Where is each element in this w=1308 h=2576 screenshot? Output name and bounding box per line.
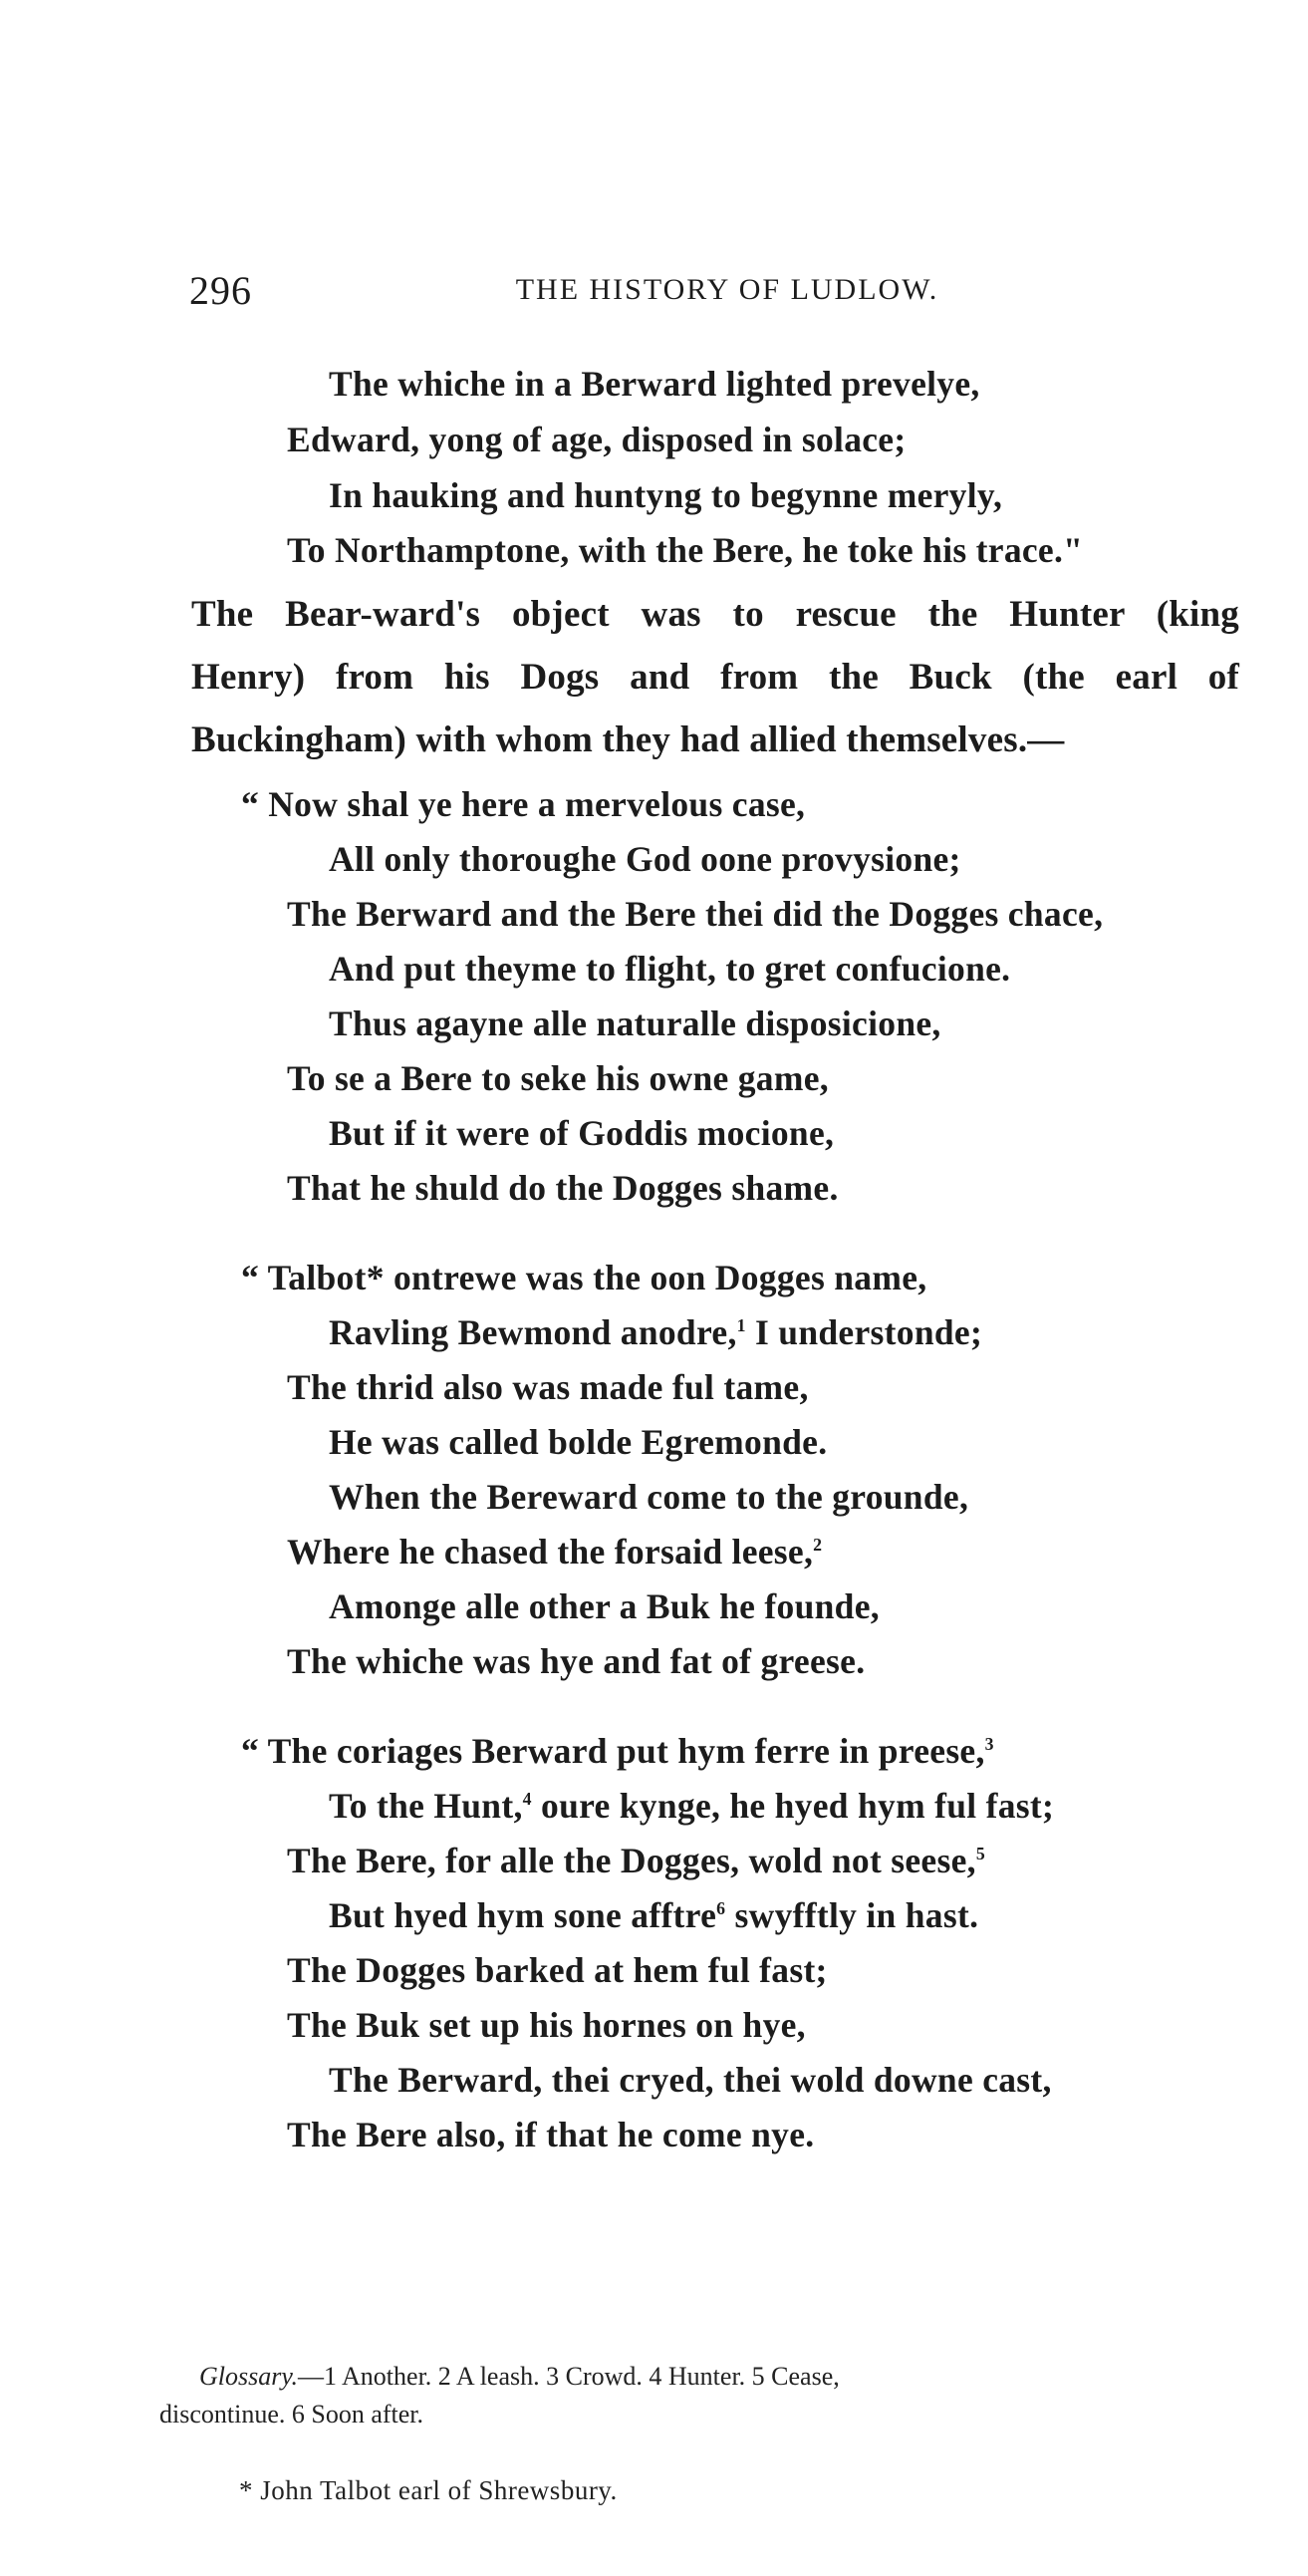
verse-line: The Berward, thei cryed, thei wold downe cast, — [329, 2060, 1052, 2100]
note-marker: 3 — [984, 1734, 994, 1755]
verse-line: “ The coriages Berward put hym ferre in preese,$^3$ — [241, 1731, 994, 1771]
running-title: THE HISTORY OF LUDLOW. — [515, 273, 939, 306]
verse-line: He was called bolde Egremonde. — [329, 1422, 828, 1462]
glossary — [159, 2358, 1235, 2433]
verse-line: But hyed hym sone afftre$^6$ swyfftly in hast. — [329, 1895, 979, 1935]
prose-paragraph — [191, 583, 1239, 771]
verse-line: The Dogges barked at hem ful fast; — [287, 1950, 828, 1990]
verse-line: The Berward and the Bere thei did the Dogges chace, — [287, 894, 1104, 934]
verse-line: Amonge alle other a Buk he founde, — [329, 1586, 880, 1626]
verse-line: All only thoroughe God oone provysione; — [329, 839, 961, 879]
verse-line: “ Now shal ye here a mervelous case, — [241, 784, 806, 824]
glossary-label: Glossary. — [199, 2362, 298, 2391]
prose-line: Henry) from his Dogs and from the Buck (the earl of — [191, 657, 1239, 698]
verse-line: Edward, yong of age, disposed in solace; — [287, 420, 907, 459]
note-marker: 1 — [736, 1315, 746, 1336]
note-marker: 5 — [975, 1844, 986, 1864]
verse-line: To se a Bere to seke his owne game, — [287, 1058, 829, 1098]
note-marker: 6 — [716, 1898, 726, 1919]
verse-line: The Bere, for alle the Dogges, wold not seese,$^5$ — [287, 1841, 986, 1880]
verse-line: When the Bereward come to the grounde, — [329, 1477, 969, 1517]
glossary-line: Glossary.—1 Another. 2 A leash. 3 Crowd. 4 Hunter. 5 Cease, — [199, 2362, 840, 2391]
page-number: 296 — [189, 268, 252, 313]
verse-line: The whiche in a Berward lighted prevelye, — [329, 364, 980, 404]
prose-line: Buckingham) with whom they had allied themselves.— — [191, 719, 1065, 760]
verse-line: The Buk set up his hornes on hye, — [287, 2005, 806, 2045]
verse-line: That he shuld do the Dogges shame. — [287, 1168, 839, 1208]
verse-line: The thrid also was made ful tame, — [287, 1367, 809, 1407]
verse-line: In hauking and huntyng to begynne meryly, — [329, 475, 1003, 515]
footnote: * John Talbot earl of Shrewsbury. — [239, 2475, 618, 2505]
page-header — [189, 267, 1205, 317]
verse-line: To Northamptone, with the Bere, he toke his trace." — [287, 530, 1084, 570]
verse-line: To the Hunt,$^4$ oure kynge, he hyed hym ful fast; — [329, 1786, 1055, 1826]
verse-line: Ravling Bewmond anodre,$^1$ I understonde; — [329, 1312, 983, 1352]
verse-line: Thus agayne alle naturalle disposicione, — [329, 1003, 941, 1043]
verse-line: “ Talbot* ontrewe was the oon Dogges name, — [241, 1258, 927, 1297]
prose-line: The Bear-ward's object was to rescue the Hunter (king — [191, 594, 1239, 635]
verse-line: The Bere also, if that he come nye. — [287, 2115, 815, 2154]
note-marker: 4 — [522, 1789, 532, 1810]
verse-line: And put theyme to flight, to gret confucione. — [329, 949, 1011, 989]
note-marker: 2 — [813, 1535, 823, 1556]
glossary-line: discontinue. 6 Soon after. — [159, 2400, 424, 2429]
verse-line: But if it were of Goddis mocione, — [329, 1113, 835, 1153]
verse-line: Where he chased the forsaid leese,$^2$ — [287, 1532, 823, 1572]
verse-line: The whiche was hye and fat of greese. — [287, 1641, 866, 1681]
